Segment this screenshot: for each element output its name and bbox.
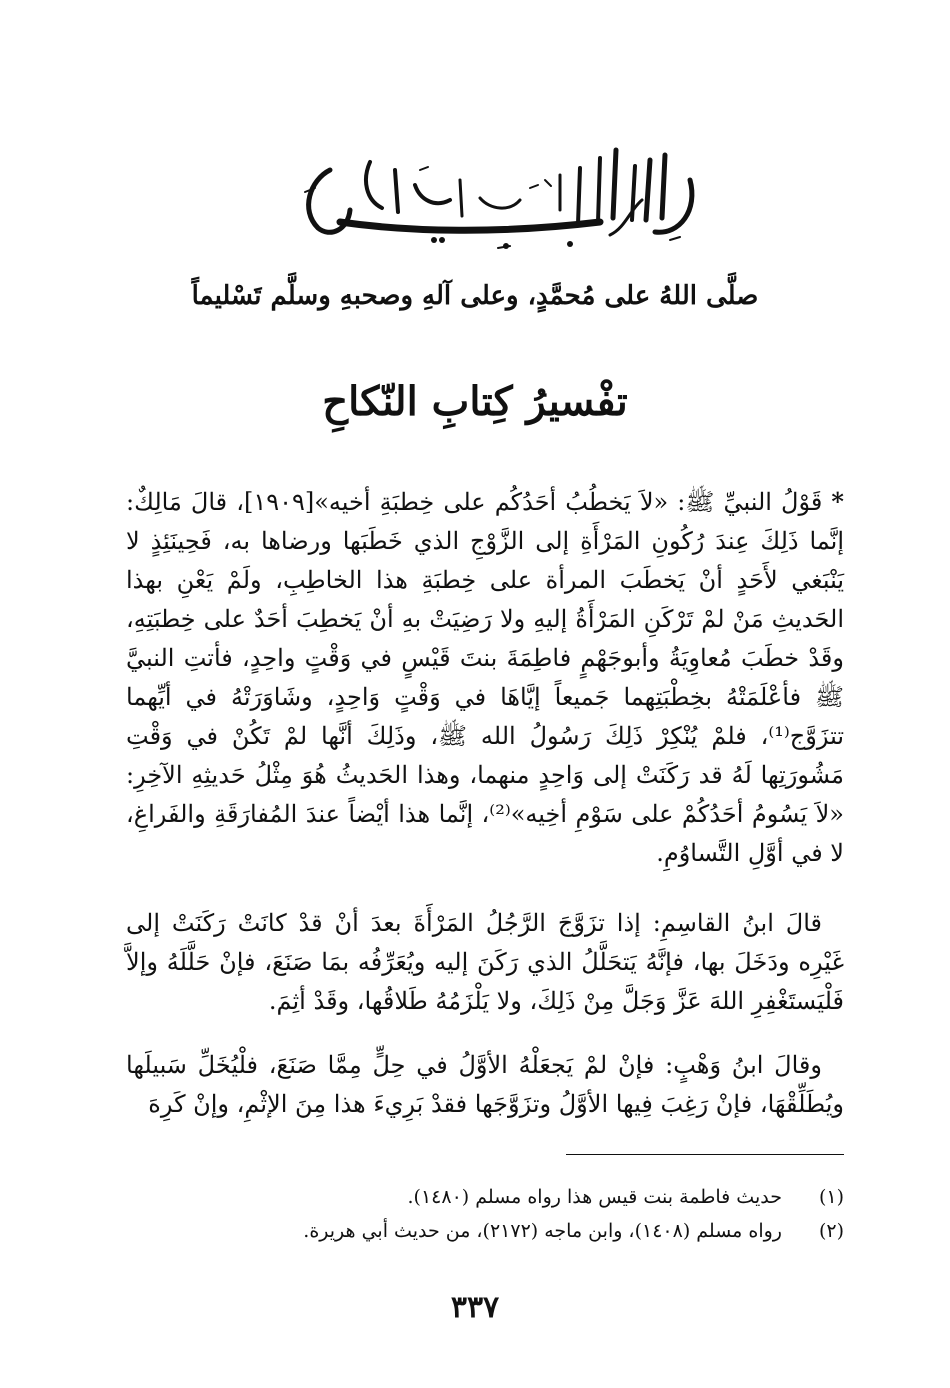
page-number: ٣٣٧ — [450, 1290, 500, 1325]
paragraph-text: وقالَ ابنُ وَهْبٍ: فإنْ لمْ يَجعَلْهُ الأوَّلُ في حِلٍّ مِمَّا صَنَعَ، فلْيُخَلِّ سَبيلَها ويُطَلِّقْهَا، فإنْ رَغِبَ فِيها الأوَّلُ وتزَوَّجَها فقدْ بَرِيءَ هذا مِنَ الإثْمِ، وإنْ كَرِهَ — [126, 1051, 844, 1118]
salawat-line: صلَّى اللهُ على مُحمَّدٍ، وعلى آلهِ وصحبهِ وسلَّم تَسْليماً — [191, 281, 759, 311]
footnote-number: (٢) — [818, 1220, 844, 1242]
footnote-text: رواه مسلم (١٤٠٨)، وابن ماجه (٢١٧٢)، من حديث أبي هريرة. — [303, 1220, 782, 1242]
paragraph-ibn-wahb — [126, 1046, 844, 1124]
basmala-calligraphy — [270, 140, 710, 260]
footnote-number: (١) — [818, 1186, 844, 1208]
footnote-1 — [126, 1180, 844, 1214]
footnote-2 — [126, 1214, 844, 1248]
footnote-separator — [566, 1154, 844, 1155]
paragraph-text: قالَ ابنُ القاسِمِ: إذا تزَوَّجَ الرَّجُلُ المَرْأَةَ بعدَ أنْ قدْ كانَتْ رَكَنَتْ إلى غَيْرِه ودَخَلَ بها، فإنَّهُ يَتحَلَّلُ الذي رَكَنَ إليه ويُعَرِّفُه بمَا صَنَعَ، فإنْ حَلَّلَهُ وإلاَّ فَلْيَستَغْفِرِ اللهَ عَزَّ وَجَلَّ مِنْ ذَلِكَ، ولا يَلْزَمُهُ طَلاقُها، وقَدْ أثِمَ. — [126, 909, 844, 1015]
chapter-title: تفْسيرُ كِتابِ النّكاحِ — [322, 378, 628, 425]
footnotes — [126, 1180, 844, 1248]
footnote-text: حديث فاطمة بنت قيس هذا رواه مسلم (١٤٨٠). — [407, 1186, 782, 1208]
paragraph-text: قَوْلُ النبيِّ ﷺ: «لاَ يَخطُبُ أحَدُكُم على خِطبَةِ أخيه»[١٩٠٩]، قالَ مَالِكٌ: إنَّما ذَلِكَ عِندَ رُكُونِ المَرْأَةِ إلى الزَّوْجِ الذي خَطَبَها ورضاها به، فَحِينَئِذٍ لا يَنْبَغي لأَحَدٍ أنْ يَخطَبَ المرأة على خِطبَةِ هذا الخاطِبِ، ولَمْ يَعْنِ بهذا الحَديثِ مَنْ لمْ تَرْكَنِ المَرْأَةُ إليهِ ولا رَضِيَتْ بهِ أنْ يَخطِبَ أحَدٌ على خِطبَتِهِ، وقَدْ خطَبَ مُعاوِيَةُ وأبوجَهْمٍ فاطِمَةَ بنتَ قَيْسٍ في وَقْتٍ واحِدٍ، فأتتِ النبيَّ ﷺ فأعْلَمَتْهُ بخِطْبَتِهما جَميعاً إيَّاهَا في وَقْتٍ وَاحِدٍ، وشَاوَرَتْهُ في أيِّهما تتزَوَّج⁽¹⁾، فلمْ يُنْكِرْ ذَلِكَ رَسُولُ الله ﷺ، وذَلِكَ أنَّها لمْ تَكُنْ في وَقْتِ مَشُورَتِها لَهُ قد رَكَنَتْ إلى وَاحِدٍ منهما، وهذا الحَديثُ هُوَ مِثْلُ حَديثِهِ الآخِرِ: «لاَ يَسُومُ أحَدُكُمْ على سَوْمِ أخِيه»⁽²⁾، إنَّما هذا أيْضاً عندَ المُفارَقَةِ والفَراغِ، لا في أوَّلِ التَّساوُمِ. — [126, 488, 844, 867]
paragraph-bullet: * — [831, 487, 844, 516]
paragraph-hadith-commentary — [126, 482, 844, 873]
paragraph-ibn-al-qasim — [126, 904, 844, 1021]
